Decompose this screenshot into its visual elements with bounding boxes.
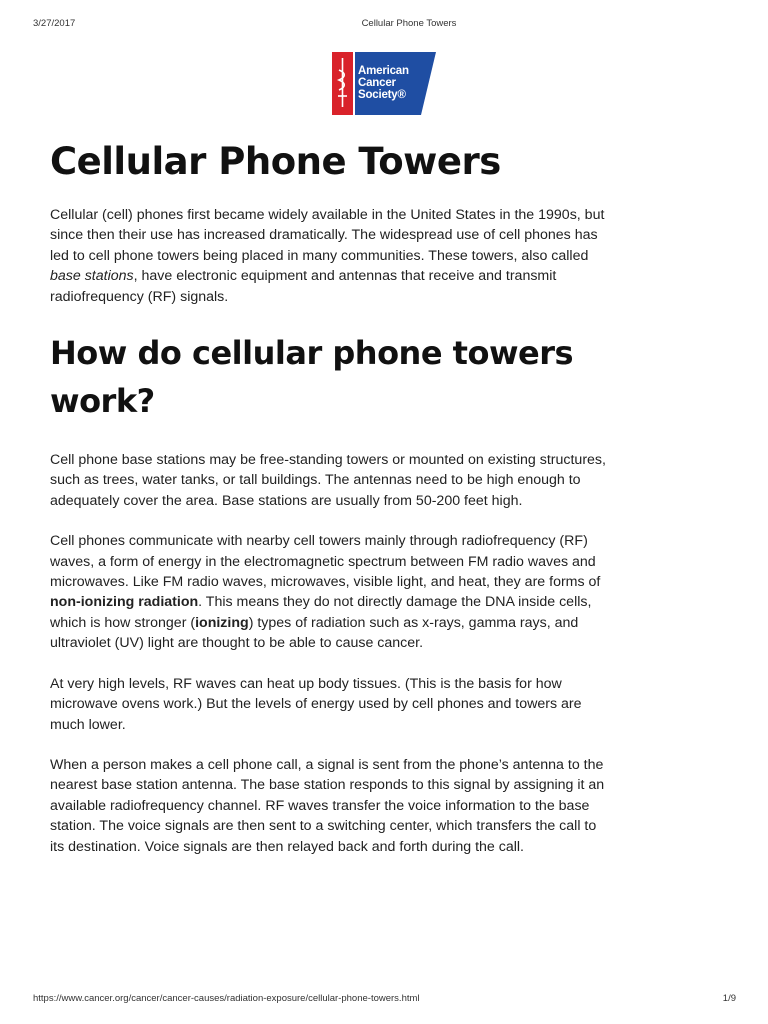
print-header (0, 18, 768, 32)
print-doc-title: Cellular Phone Towers (361, 18, 457, 29)
paragraph-rf-waves (50, 531, 610, 653)
page-number: 1/9 (722, 993, 736, 1004)
intro-text-2: , have electronic equipment and antennas that receive and transmit radiofrequency (RF) signals. (50, 268, 557, 305)
page-title: Cellular Phone Towers (50, 140, 501, 183)
print-date: 3/27/2017 (33, 18, 76, 29)
intro-emphasis: base stations (50, 268, 134, 285)
logo-line-3: Society® (358, 89, 406, 101)
logo-wordmark (358, 65, 409, 101)
paragraph-phone-call: When a person makes a cell phone call, a signal is sent from the phone’s antenna to the nearest base station antenna. The base station responds to this signal by assigning it an available radiofrequency channel. RF waves transfer the voice information to the base station. The voice signals are then sent to a switching center, which transfers the call to its destination. Voice signals are then relayed back and forth during the call. (50, 756, 605, 855)
intro-text-1: Cellular (cell) phones first became widely available in the United States in the 1990s, but since then their use has increased dramatically. The widespread use of cell phones has led to cell phone towers being placed in many communities. These towers, also called (50, 207, 605, 264)
rf-bold-non-ionizing: non-ionizing radiation (50, 594, 199, 611)
intro-paragraph (50, 205, 610, 307)
american-cancer-society-logo[interactable] (332, 52, 436, 115)
article-content (50, 138, 610, 857)
logo-line-2: Cancer (358, 77, 396, 89)
print-footer (0, 993, 768, 1007)
section-heading: How do cellular phone towers work? (50, 334, 574, 421)
rf-text-2: . This means they do not directly damage the DNA inside cells, which is how stronger ( (50, 594, 592, 631)
logo-line-1: American (358, 65, 409, 77)
print-url[interactable]: https://www.cancer.org/cancer/cancer-causes/radiation-exposure/cellular-phone-towers.html (33, 993, 420, 1004)
rf-text-3: ) types of radiation such as x-rays, gamma rays, and ultraviolet (UV) light are thought to be able to cause cancer. (50, 614, 579, 652)
rf-bold-ionizing: ionizing (195, 614, 249, 631)
rf-text-1: Cell phones communicate with nearby cell towers mainly through radiofrequency (RF) waves, a form of energy in the electromagnetic spectrum between FM radio waves and microwaves. Like FM radio waves, microwaves, visible light, and heat, they are forms of (50, 533, 601, 591)
paragraph-base-stations: Cell phone base stations may be free-standing towers or mounted on existing structures, such as trees, water tanks, or tall buildings. The antennas need to be high enough to adequately cover the area. Base stations are usually from 50-200 feet high. (50, 452, 606, 509)
paragraph-high-levels: At very high levels, RF waves can heat up body tissues. (This is the basis for how microwave ovens work.) But the levels of energy used by cell phones and towers are much lower. (50, 675, 582, 733)
